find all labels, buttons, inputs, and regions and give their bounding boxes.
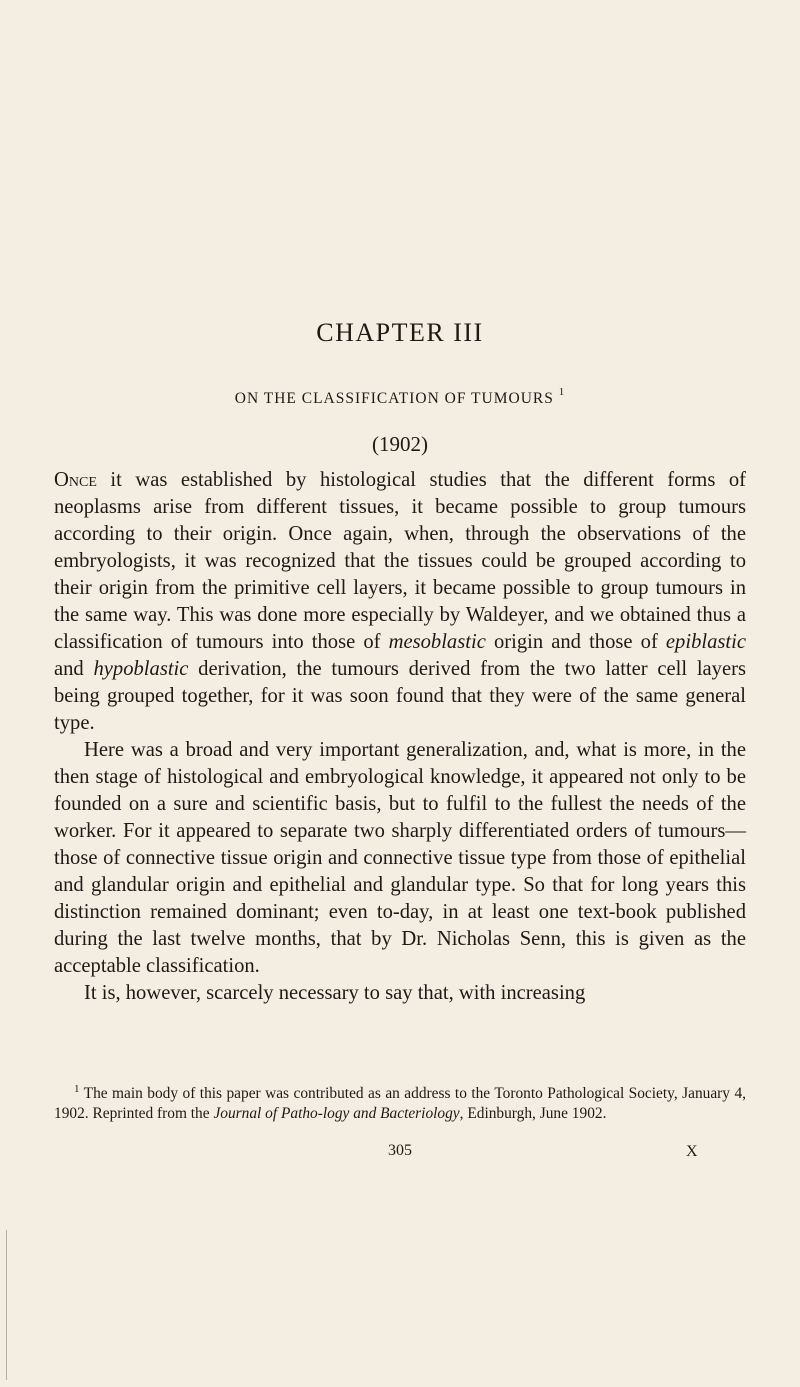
footnote-marker: 1: [74, 1082, 80, 1095]
paragraph-1-text-b: origin and those of: [485, 631, 666, 653]
page-number: 305: [388, 1142, 412, 1159]
footnote-text-a: The main body of this paper was contributed as an address to the Toronto Pathological Society, January 4, 1902. Reprinted from the: [54, 1085, 746, 1122]
term-hypoblastic: hypoblastic: [93, 658, 189, 680]
paragraph-1-text-d: derivation, the tumours derived from the two latter cell layers being grouped together, for it was soon found that they were of the same general type.: [54, 658, 746, 734]
chapter-title: CHAPTER III: [316, 318, 484, 347]
paragraph-1-text-c: and: [54, 658, 94, 680]
article-title: [0, 385, 800, 408]
article-year: (1902): [372, 432, 428, 456]
scan-edge-line: [6, 1230, 7, 1380]
journal-title: Journal of Patho-logy and Bacteriology: [213, 1105, 460, 1122]
term-epiblastic: epiblastic: [665, 631, 746, 653]
footnote-reference[interactable]: 1: [558, 385, 566, 398]
footnote-text-b: , Edinburgh, June 1902.: [459, 1105, 607, 1122]
paragraph-1: [54, 467, 746, 737]
paragraph-3: It is, however, scarcely necessary to say that, with increasing: [84, 982, 586, 1004]
paragraph-1-text-a: it was established by histological studies that the different forms of neoplasms arise from different tissues, it became possible to group tumours according to their origin. Once again, when, through the observations of the embryologists, it was recognized that the tissues could be grouped according to their origin from the primitive cell layers, it became possible to group tumours in the same way. This was done more especially by Waldeyer, and we obtained thus a classification of tumours into those of: [54, 469, 746, 653]
footnotes: [54, 1084, 746, 1124]
body-text: [54, 467, 746, 1007]
footnote-1: [54, 1084, 746, 1124]
paragraph-2: Here was a broad and very important generalization, and, what is more, in the then stage of histological and embryological knowledge, it appeared not only to be founded on a sure and scientific basis, but to fulfil to the fullest the needs of the worker. For it appeared to separate two sharply differentiated orders of tumours—those of connective tissue origin and connective tissue type from those of epithelial and glandular origin and epithelial and glandular type. So that for long years this distinction remained dominant; even to-day, in at least one text-book published during the last twelve months, that by Dr. Nicholas Senn, this is given as the acceptable classification.: [54, 739, 746, 977]
term-mesoblastic: mesoblastic: [388, 631, 486, 653]
signature-mark: X: [686, 1143, 698, 1160]
paragraph-1-lead-word: Once: [54, 469, 97, 491]
article-title-text: ON THE CLASSIFICATION OF TUMOURS: [234, 390, 554, 407]
